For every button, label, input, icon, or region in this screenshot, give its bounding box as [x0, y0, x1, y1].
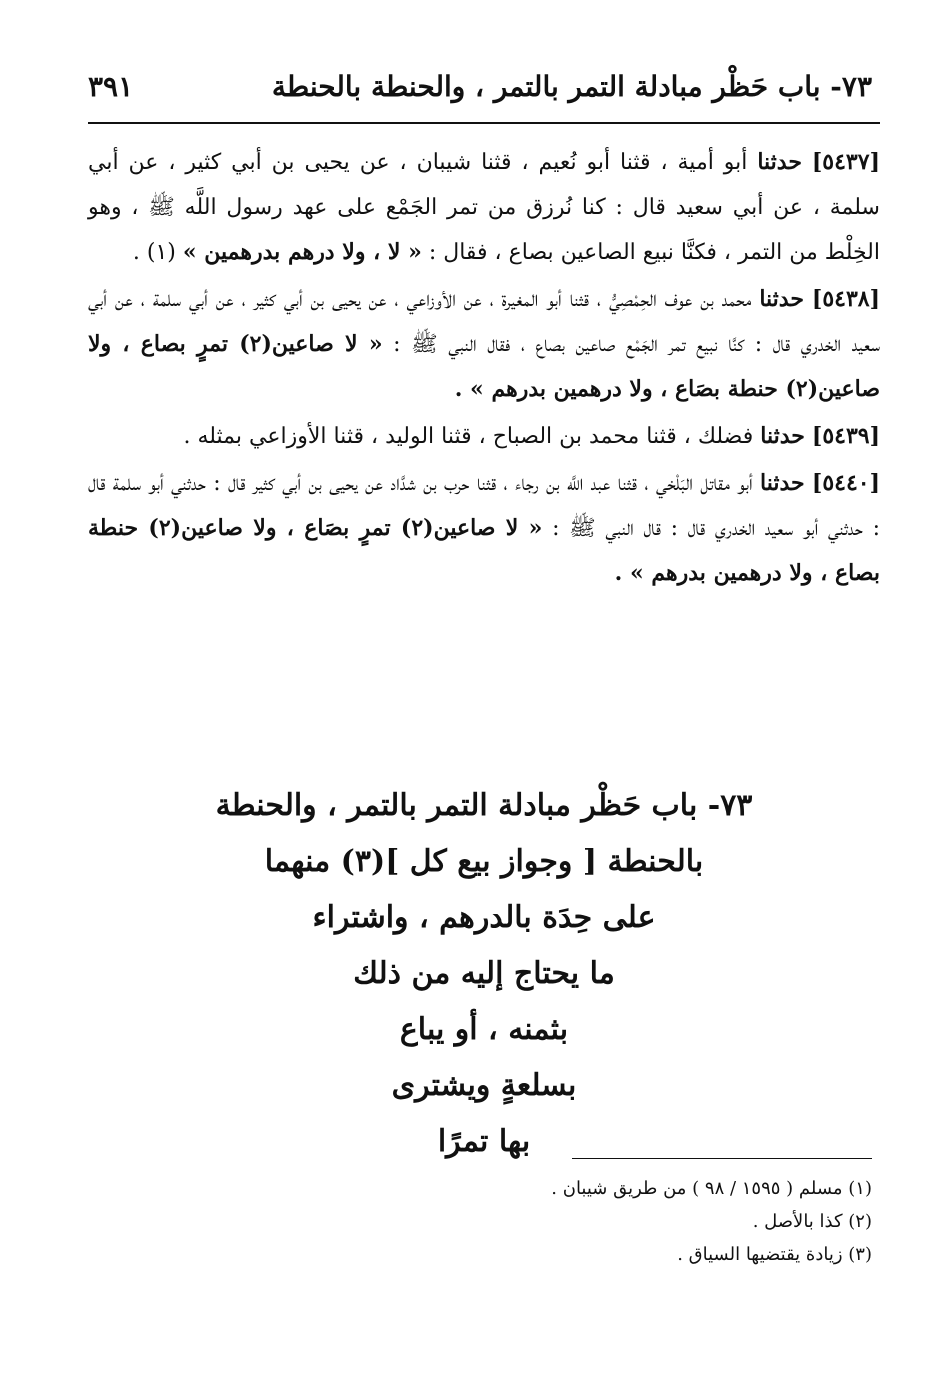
hadith-quote: « لا صاعين(٢) تمرٍ بصاع ، ولا صاعين(٢) حنطة بصَاع ، ولا درهمين بدرهم » .: [88, 331, 880, 402]
chapter-line: بها تمرًا: [437, 1124, 531, 1159]
hadith-5440: [88, 461, 880, 596]
hadith-number: [٥٤٤٠]: [811, 470, 881, 496]
chapter-heading: [88, 778, 880, 1170]
hadith-lead: حدثنا: [759, 286, 804, 312]
hadith-text: محمد بن عوف الحِمْصِيُّ ، قثنا أبو المغيرة ، عن الأوزاعي ، عن يحيى بن أبي كثير ، عن أبي سلمة ، عن أبي سعيد الخدري قال : كنَّا نبيع تمر الجَمْع صاعين بصاع ، فقال النبي ﷺ :: [88, 287, 880, 357]
hadith-5439: [88, 414, 880, 459]
hadith-note: (١) .: [132, 240, 176, 265]
hadith-text: أبو أمية ، قثنا أبو نُعيم ، قثنا شيبان ، عن يحيى بن أبي كثير ، عن أبي سلمة ، عن أبي سعيد قال : كنا نُرزق من تمر الجَمْع على عهد رسول اللَّه ﷺ ، وهو الخِلْط من التمر ، فكنَّا نبيع الصاعين بصاع ، فقال :: [88, 150, 880, 265]
hadith-lead: حدثنا: [760, 423, 805, 449]
running-title: ٧٣- باب حَظْر مبادلة التمر بالتمر ، والحنطة بالحنطة: [271, 70, 872, 103]
hadith-quote: « لا ، ولا درهم بدرهمين »: [182, 239, 422, 265]
footnote-1: (١) مسلم ( ١٥٩٥ / ٩٨ ) من طريق شيبان .: [551, 1178, 872, 1199]
footnote-rule: [572, 1158, 872, 1159]
chapter-line: ما يحتاج إليه من ذلك: [353, 956, 615, 991]
chapter-line: بثمنه ، أو يباع: [399, 1012, 569, 1047]
hadith-number: [٥٤٣٧]: [811, 149, 880, 175]
footnote-3: (٣) زيادة يقتضيها السياق .: [677, 1244, 872, 1265]
hadith-quote: « لا صاعين(٢) تمرٍ بصَاع ، ولا صاعين(٢) حنطة بصاع ، ولا درهمين بدرهم » .: [88, 515, 880, 586]
footnote-2: (٢) كذا بالأصل .: [752, 1211, 872, 1232]
footnotes: [80, 1172, 872, 1271]
hadith-text: أبو مقاتل البَلْخي ، قثنا عبد اللَّه بن رجاء ، قثنا حرب بن شدَّاد عن يحيى بن أبي كثير قال : حدثني أبو سلمة قال : حدثني أبو سعيد الخدري قال : قال النبي ﷺ :: [88, 471, 881, 541]
chapter-line: على حِدَة بالدرهم ، واشتراء: [312, 900, 656, 935]
hadith-lead: حدثنا: [759, 470, 805, 496]
hadith-number: [٥٤٣٨]: [811, 286, 880, 312]
header-rule: [88, 122, 880, 124]
chapter-line: ٧٣- باب حَظْر مبادلة التمر بالتمر ، والحنطة: [215, 788, 753, 823]
hadith-body: [88, 140, 880, 596]
chapter-line: بسلعةٍ ويشترى: [391, 1068, 577, 1103]
hadith-number: [٥٤٣٩]: [811, 423, 880, 449]
hadith-lead: حدثنا: [757, 149, 802, 175]
hadith-5437: [88, 140, 880, 275]
running-header: [88, 70, 872, 114]
hadith-5438: [88, 277, 880, 412]
chapter-line: بالحنطة [ وجواز بيع كل ](٣) منهما: [264, 844, 704, 879]
page-number: ٣٩١: [88, 70, 134, 103]
hadith-text: فضلك ، قثنا محمد بن الصباح ، قثنا الوليد ، قثنا الأوزاعي بمثله .: [183, 424, 754, 449]
